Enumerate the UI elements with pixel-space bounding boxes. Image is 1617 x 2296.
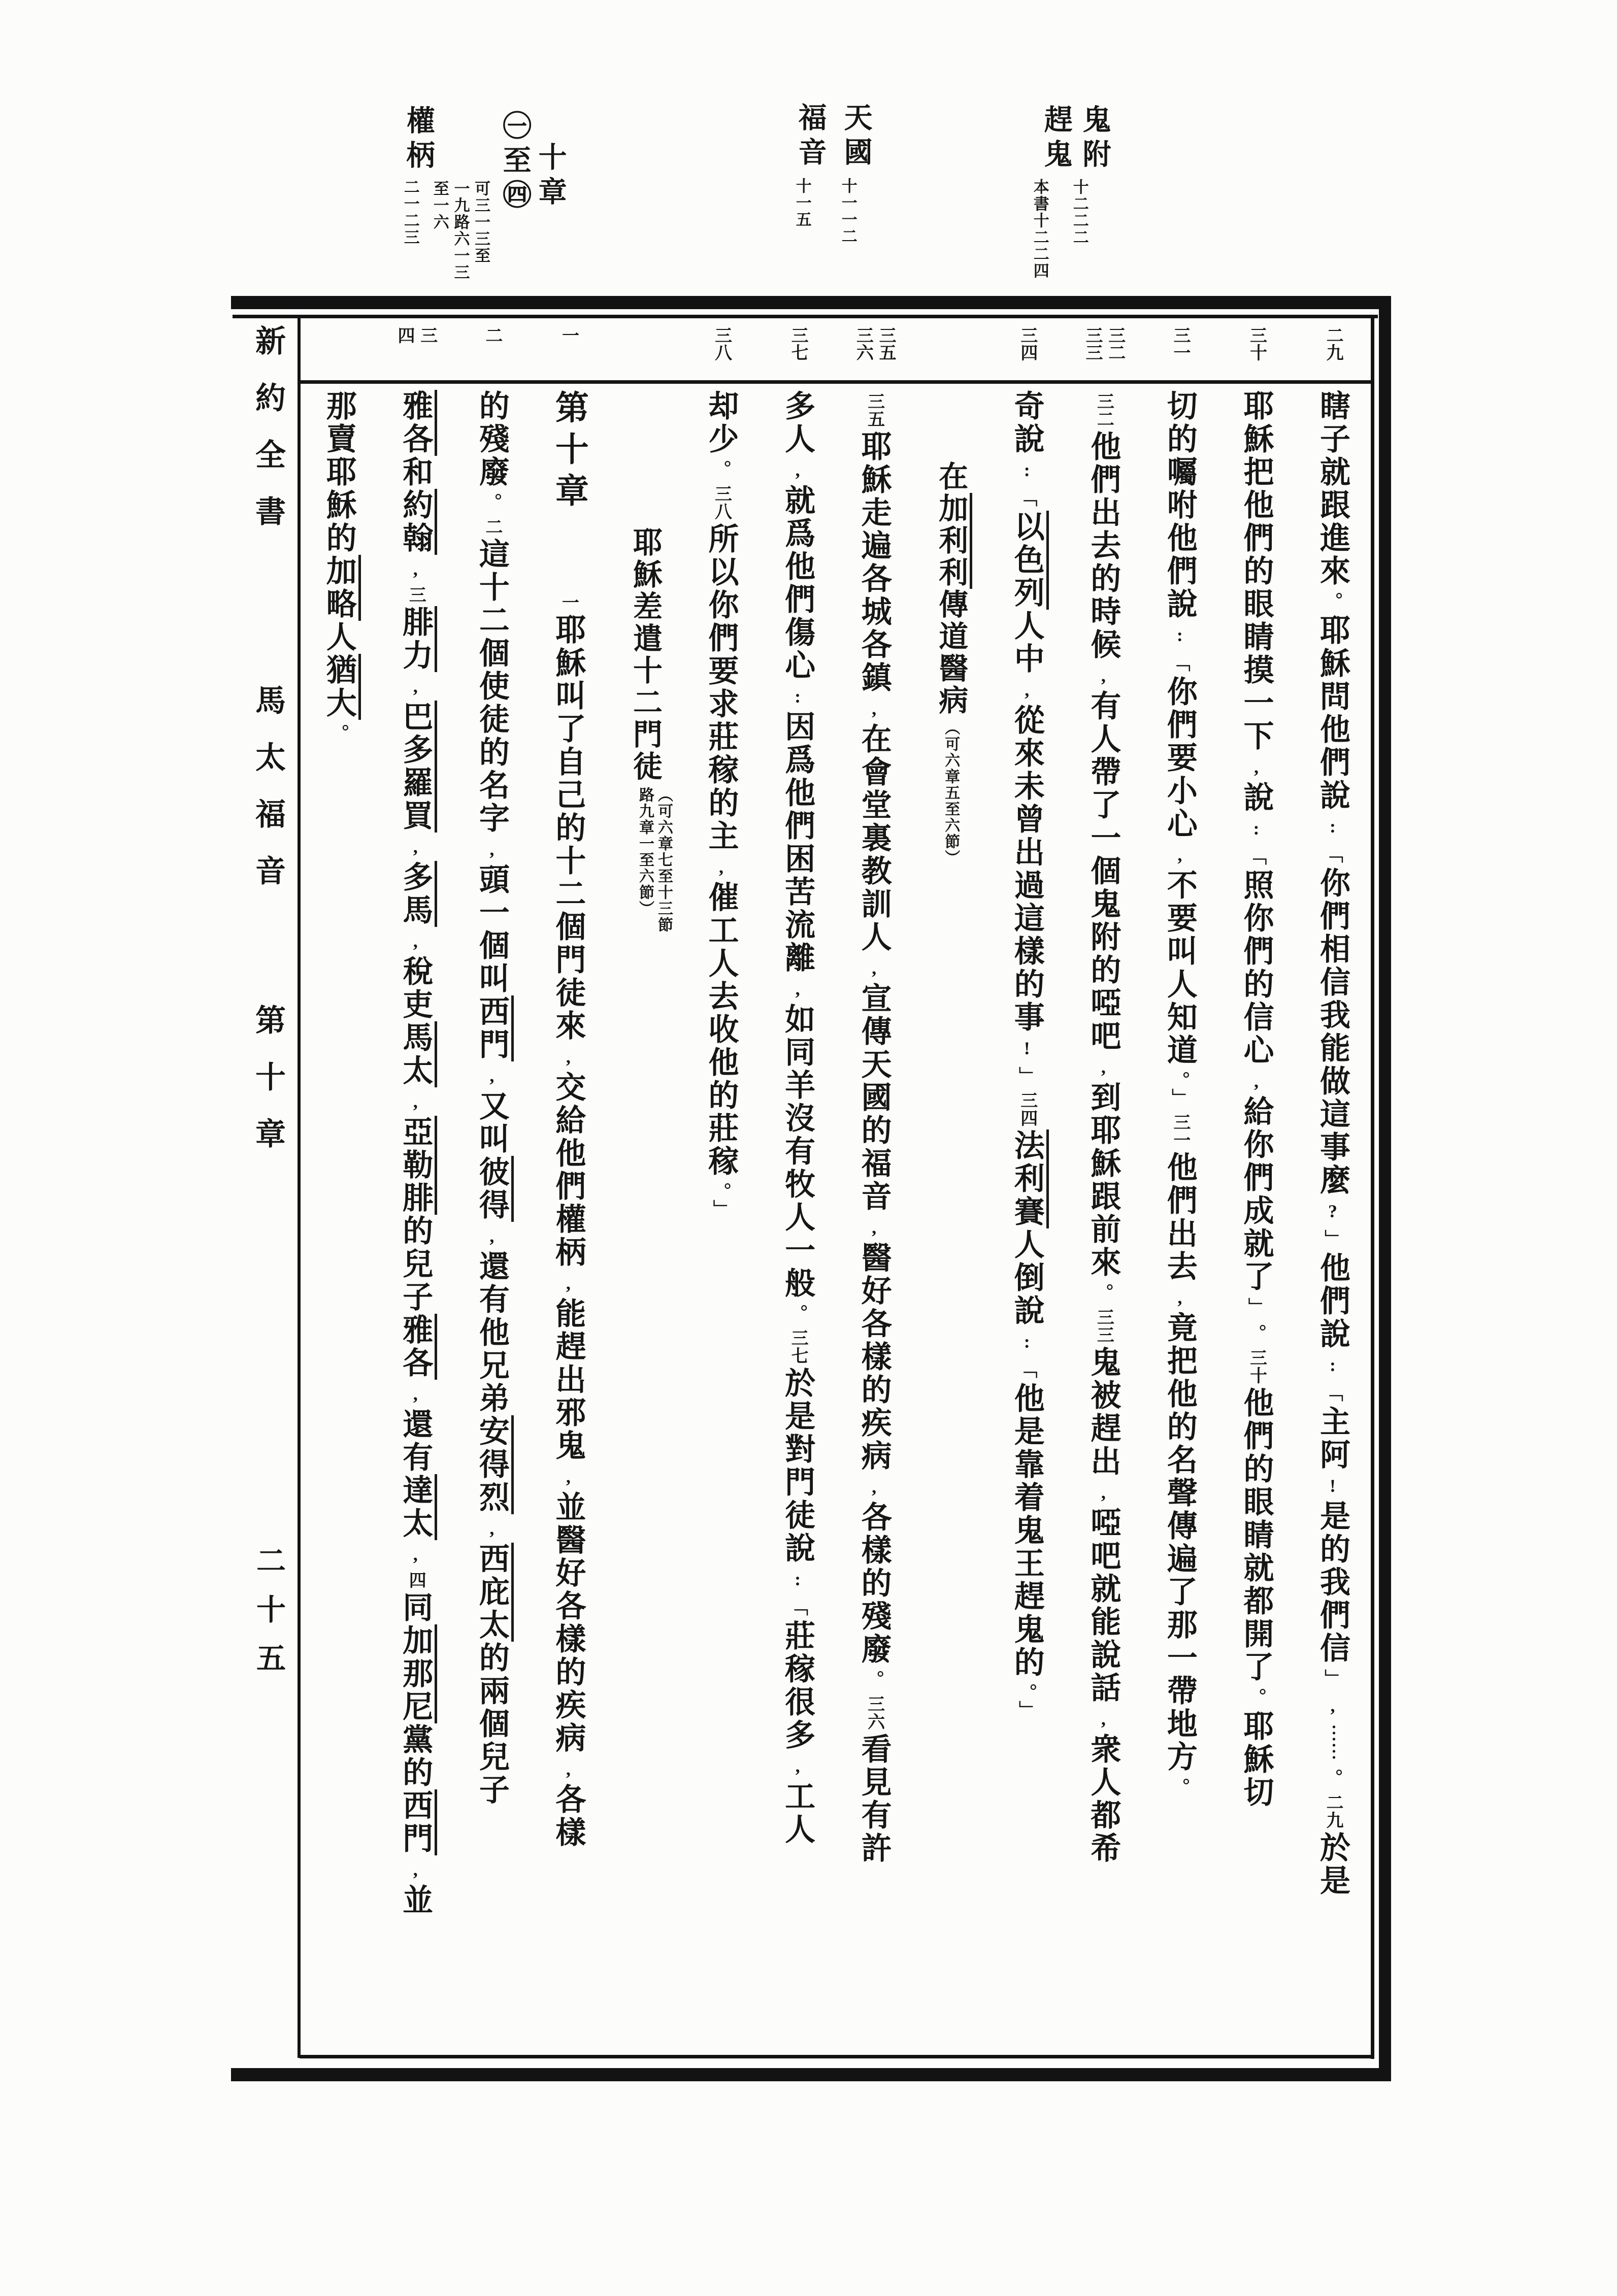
- punctuation-mark: 。: [1169, 1071, 1190, 1080]
- punctuation-mark: ,: [864, 958, 884, 978]
- frame-top-thick-rule: [231, 296, 1390, 309]
- section-heading-name: 加利利: [934, 493, 972, 589]
- punctuation-mark: ,: [864, 1217, 884, 1238]
- text-run: 如同羊沒有牧人一般: [781, 1003, 815, 1300]
- text-run: 竟把他的名聲傳遍了那一帶地方: [1163, 1312, 1197, 1774]
- column-text: [453, 384, 530, 2054]
- punctuation-mark: ,: [405, 931, 426, 951]
- text-run: 他們出去: [1163, 1151, 1197, 1283]
- column-text: [1141, 384, 1218, 2054]
- text-run: 人倒說: [1010, 1228, 1044, 1327]
- margin-note-ref: 十二二二: [1070, 179, 1088, 246]
- verse-number: 三六: [865, 1695, 884, 1731]
- text-run: 從來未曾出過這樣的事: [1010, 704, 1044, 1034]
- text-run: 同: [399, 1591, 433, 1624]
- running-title-chapter: 第十章: [251, 1004, 285, 1175]
- punctuation-mark: ,: [1093, 665, 1114, 686]
- punctuation-mark: :: [787, 1569, 808, 1589]
- punctuation-mark: ,: [1246, 1071, 1267, 1091]
- punctuation-mark: 。: [1323, 592, 1343, 610]
- text-run: 稅吏: [399, 955, 433, 1021]
- column-text: [377, 384, 454, 2054]
- punctuation-mark: ,: [1093, 1709, 1114, 1729]
- text-run: 看見有許: [857, 1733, 891, 1865]
- text-run: 到耶穌跟前來: [1086, 1081, 1120, 1279]
- text-run: 工人: [781, 1780, 815, 1846]
- punctuation-mark: ︙︙: [1323, 1724, 1343, 1760]
- punctuation-mark: ﹂: [1016, 1701, 1037, 1719]
- verse-band-cell: [836, 318, 912, 384]
- punctuation-mark: ,: [864, 698, 884, 719]
- punctuation-mark: :: [1016, 1332, 1037, 1352]
- punctuation-mark: ,: [1246, 757, 1267, 777]
- text-run: 這十二個使徒的名字: [475, 538, 509, 835]
- text-column: [1065, 318, 1142, 2054]
- punctuation-mark: ,: [405, 1091, 426, 1112]
- proper-name: 達太: [399, 1474, 437, 1540]
- verse-band-cell: [760, 318, 836, 384]
- margin-note-keyword: 權柄: [402, 106, 434, 175]
- punctuation-mark: ,: [405, 676, 426, 696]
- punctuation-mark: ,: [481, 839, 502, 859]
- verse-band-number: 三一: [1170, 326, 1190, 361]
- running-title-gospel: 馬太福音: [251, 684, 285, 912]
- proper-name: 安得烈: [475, 1415, 514, 1514]
- proper-name: 西庇太: [475, 1543, 514, 1642]
- text-run: 還有: [399, 1408, 433, 1474]
- proper-name: 馬太: [399, 1021, 437, 1087]
- text-run: 他是靠着鬼王趕鬼的: [1010, 1382, 1044, 1679]
- text-column: [683, 318, 760, 2054]
- verse-band-cell: [912, 318, 989, 384]
- verse-number: 二九: [1324, 1793, 1342, 1829]
- verse-band-number: 三七: [788, 326, 808, 361]
- page-number: 二十五: [252, 1545, 285, 1691]
- punctuation-mark: 。: [1323, 1769, 1343, 1787]
- proper-name: 彼得: [475, 1156, 514, 1222]
- margin-note-keyword: 趕鬼: [1040, 105, 1072, 174]
- proper-name: 加那尼: [399, 1624, 437, 1723]
- verse-band-cell: [606, 318, 683, 384]
- margin-note-keyword: 福音: [794, 103, 826, 172]
- verse-number: 三: [406, 586, 425, 604]
- verse-band-cell: [1294, 318, 1371, 384]
- proper-name: 法利賽: [1010, 1129, 1049, 1228]
- margin-note-refs: [401, 179, 419, 246]
- text-run: 人: [322, 621, 356, 654]
- margin-note-ref: 至一六: [431, 180, 449, 230]
- text-run: 的殘廢: [475, 390, 509, 489]
- text-run: 各樣的殘廢: [857, 1501, 891, 1666]
- frame-right-inner-rule: [1371, 315, 1374, 2059]
- text-run: 於是: [1316, 1832, 1349, 1898]
- punctuation-mark: ,: [558, 1467, 579, 1487]
- punctuation-mark: ,: [787, 979, 808, 999]
- proper-name: 腓力: [399, 606, 437, 672]
- text-run: 有人帶了一個鬼附的啞吧: [1086, 690, 1120, 1053]
- punctuation-mark: 。: [787, 1304, 808, 1322]
- verse-number: 三三: [1094, 1308, 1113, 1344]
- verse-band-cell: [683, 318, 760, 384]
- punctuation-mark: 。: [1093, 1283, 1114, 1302]
- punctuation-mark: ﹁: [1016, 488, 1037, 507]
- punctuation-mark: :: [1169, 625, 1190, 645]
- verse-band-cell: [453, 318, 530, 384]
- column-text: [760, 384, 836, 2054]
- text-run: 耶穌切: [1239, 1710, 1273, 1809]
- verse-number: 三八: [712, 485, 731, 520]
- verse-band-number: 三六: [853, 326, 873, 361]
- verse-band-number: 三二: [1105, 326, 1125, 361]
- punctuation-mark: ,: [1093, 1482, 1114, 1503]
- margin-note-refs: [431, 180, 489, 281]
- margin-note-keyword: 鬼附: [1078, 105, 1110, 174]
- text-run: 給你們成就了: [1239, 1095, 1273, 1293]
- punctuation-mark: !: [1016, 1038, 1037, 1058]
- text-run: 能趕出邪鬼: [551, 1297, 585, 1462]
- text-run: 他們的眼睛就都開了: [1239, 1387, 1273, 1684]
- text-run: 耶穌叫了自己的十二個門徒來: [551, 614, 585, 1043]
- text-run: 耶穌把他們的眼睛摸一下: [1239, 390, 1273, 753]
- punctuation-mark: ,: [558, 1047, 579, 1067]
- text-column: [912, 318, 989, 2054]
- verse-band-number: 三八: [712, 326, 731, 361]
- text-column: [453, 318, 530, 2054]
- text-run: 他們說: [1316, 1252, 1349, 1351]
- punctuation-mark: 。: [328, 724, 349, 742]
- punctuation-mark: ,: [405, 1859, 426, 1880]
- frame-bottom-inner-rule: [300, 2055, 1374, 2058]
- section-ref-note-column: 路九章一至六節︶: [636, 787, 653, 917]
- proper-name: 猶大: [322, 654, 361, 720]
- text-run: 因爲他們困苦流離: [781, 711, 815, 975]
- punctuation-mark: ,: [787, 1756, 808, 1776]
- margin-note-ref: 可三一三至: [472, 180, 490, 264]
- column-text: [1294, 384, 1371, 2054]
- punctuation-mark: ﹁: [1169, 653, 1190, 672]
- verse-band-cell: [988, 318, 1065, 384]
- proper-name: 以色列: [1010, 511, 1049, 610]
- text-run: 並: [399, 1884, 433, 1917]
- punctuation-mark: ﹂: [1246, 1297, 1267, 1316]
- text-run: 照你們的信心: [1239, 869, 1273, 1067]
- margin-note-refs: [839, 178, 856, 245]
- verse-band-cell: [377, 318, 454, 384]
- text-run: 奇說: [1010, 390, 1044, 456]
- punctuation-mark: ﹁: [1323, 1383, 1343, 1402]
- text-column: [301, 318, 377, 2054]
- punctuation-mark: :: [1323, 1355, 1343, 1375]
- proper-name: 雅各: [399, 390, 437, 456]
- text-run: 多人: [781, 390, 815, 456]
- column-text: [683, 384, 760, 2054]
- text-run: 還有他兄弟: [475, 1250, 509, 1415]
- text-run: 所以你們要求莊稼的主: [704, 523, 738, 853]
- text-run: 醫好各樣的疾病: [857, 1242, 891, 1473]
- proper-name: 巴多羅買: [399, 701, 437, 833]
- text-column: [988, 318, 1065, 2054]
- punctuation-mark: ﹁: [1246, 847, 1267, 865]
- column-text: [301, 384, 377, 2054]
- margin-note-keyword: 十章: [534, 142, 566, 211]
- punctuation-mark: ﹂: [1323, 1229, 1343, 1248]
- verse-band-number: 三: [417, 326, 437, 344]
- margin-note-keyword: ㊀至㊃: [499, 111, 531, 214]
- text-column: [606, 318, 683, 2054]
- verse-band-cell: [1141, 318, 1218, 384]
- verse-band-number: 四: [394, 326, 414, 344]
- column-text: [836, 384, 912, 2054]
- punctuation-mark: ,: [1323, 1695, 1343, 1716]
- margin-note-ref: 一九路六一三: [451, 180, 470, 281]
- section-heading-text: 在: [934, 461, 968, 493]
- section-ref-note: [636, 787, 673, 933]
- verse-number: 三二: [1094, 392, 1113, 428]
- text-run: 頭一個叫: [475, 863, 509, 995]
- text-run: 並醫好各樣的疾病: [551, 1491, 585, 1755]
- verse-number: 三五: [865, 392, 884, 428]
- verse-number: 二: [482, 518, 502, 536]
- text-column: [1218, 318, 1295, 2054]
- proper-name: 加略: [322, 555, 361, 621]
- text-run: 他們出去的時候: [1086, 430, 1120, 661]
- punctuation-mark: 。: [864, 1670, 884, 1688]
- text-run: 啞吧就能說話: [1086, 1507, 1120, 1705]
- text-run: 交給他們權柄: [551, 1071, 585, 1269]
- text-run: 又叫: [475, 1090, 509, 1156]
- text-run: 和: [399, 456, 433, 489]
- punctuation-mark: ,: [1016, 680, 1037, 700]
- text-run: 的兩個兒子: [475, 1642, 509, 1807]
- text-run: 莊稼很多: [781, 1620, 815, 1752]
- text-run: 耶穌問他們說: [1316, 614, 1349, 812]
- text-run: 鬼被趕出: [1086, 1346, 1120, 1478]
- text-run: 是的我們信: [1316, 1500, 1349, 1665]
- punctuation-mark: ﹁: [787, 1598, 808, 1616]
- verse-band-number: 三十: [1247, 326, 1266, 361]
- margin-note-ref: 十一五: [793, 178, 811, 228]
- verse-number: 三十: [1247, 1349, 1266, 1384]
- text-column: [1294, 318, 1371, 2054]
- punctuation-mark: ﹁: [1323, 845, 1343, 863]
- proper-name: 西門: [399, 1789, 437, 1855]
- text-run: 的兒子: [399, 1215, 433, 1314]
- text-run: 催工人去收他的莊稼: [704, 881, 738, 1178]
- text-column: [377, 318, 454, 2054]
- text-run: 人中: [1010, 610, 1044, 676]
- punctuation-mark: :: [1016, 460, 1037, 480]
- punctuation-mark: ,: [711, 857, 732, 877]
- text-run: 不要叫人知道: [1163, 869, 1197, 1067]
- margin-note-refs: [1031, 179, 1048, 279]
- verse-number: 三一: [1170, 1113, 1190, 1149]
- text-run: 却少: [704, 390, 738, 456]
- text-column: [530, 318, 607, 2054]
- text-run: 在會堂裏教訓人: [857, 723, 891, 954]
- verse-band-cell: [530, 318, 607, 384]
- punctuation-mark: ,: [1169, 1287, 1190, 1308]
- punctuation-mark: ﹂: [1016, 1067, 1037, 1085]
- punctuation-mark: ?: [1323, 1201, 1343, 1221]
- punctuation-mark: ,: [481, 1518, 502, 1539]
- frame-right-outer-rule: [1379, 296, 1391, 2081]
- punctuation-mark: ﹁: [1016, 1360, 1037, 1378]
- punctuation-mark: 。: [711, 1182, 732, 1191]
- text-run: 就爲他們傷心: [781, 484, 815, 682]
- margin-note-ref: 二一二三: [401, 179, 419, 246]
- text-run: 宣傳天國的福音: [857, 982, 891, 1213]
- section-heading-text: 耶穌差遣十二門徒: [628, 527, 662, 783]
- column-text: [606, 384, 683, 2054]
- proper-name: 亞勒腓: [399, 1116, 437, 1215]
- column-text: [912, 384, 989, 2054]
- punctuation-mark: 。: [1169, 1778, 1190, 1796]
- text-run: 你們相信我能做這事麼: [1316, 867, 1349, 1197]
- punctuation-mark: ,: [405, 1544, 426, 1565]
- punctuation-mark: ,: [787, 460, 808, 480]
- text-run: 你們要小心: [1163, 676, 1197, 841]
- punctuation-mark: !: [1323, 1476, 1343, 1496]
- text-run: 於是對門徒說: [781, 1367, 815, 1565]
- punctuation-mark: :: [1246, 818, 1267, 839]
- punctuation-mark: 。: [1246, 1688, 1267, 1706]
- column-text: [1218, 384, 1295, 2054]
- text-column: [760, 318, 836, 2054]
- punctuation-mark: ,: [558, 1273, 579, 1293]
- text-run: 衆人都希: [1086, 1733, 1120, 1865]
- text-run: 黨的: [399, 1723, 433, 1789]
- punctuation-mark: ,: [558, 1759, 579, 1779]
- frame-top-thin-rule: [233, 315, 1378, 318]
- text-run: 各樣: [551, 1783, 585, 1849]
- text-run: 主阿: [1316, 1406, 1349, 1472]
- punctuation-mark: ,: [405, 837, 426, 857]
- margin-note-ref: 本書十二二四: [1031, 179, 1049, 279]
- punctuation-mark: 。: [1246, 1324, 1267, 1342]
- verse-band-number: 二九: [1324, 326, 1343, 361]
- verse-band-number: 三四: [1017, 326, 1037, 361]
- text-run: 耶穌走遍各城各鎮: [857, 430, 891, 694]
- section-heading-text: 傳道醫病: [934, 589, 968, 717]
- scripture-body: [301, 318, 1371, 2054]
- verse-number: 三七: [788, 1329, 808, 1365]
- punctuation-mark: ﹂: [1169, 1088, 1190, 1107]
- punctuation-mark: ,: [1169, 845, 1190, 865]
- verse-number: 三四: [1017, 1091, 1037, 1127]
- verse-band-number: 二: [482, 326, 502, 344]
- punctuation-mark: ,: [864, 1477, 884, 1497]
- margin-note-refs: [1070, 179, 1088, 246]
- proper-name: 約翰: [399, 489, 437, 555]
- proper-name: 多馬: [399, 861, 437, 927]
- margin-note-keyword: 天國: [840, 103, 872, 172]
- punctuation-mark: ,: [481, 1066, 502, 1086]
- text-column: [1141, 318, 1218, 2054]
- column-text: [530, 384, 607, 2054]
- punctuation-mark: ,: [405, 1384, 426, 1404]
- margin-note-ref: 十一一二: [839, 178, 857, 245]
- punctuation-mark: ﹂: [711, 1200, 732, 1218]
- column-text: [988, 384, 1065, 2054]
- punctuation-mark: ﹂: [1323, 1669, 1343, 1687]
- punctuation-mark: :: [787, 686, 808, 707]
- verse-band-number: 三三: [1083, 326, 1102, 361]
- margin-note-refs: [793, 178, 811, 228]
- punctuation-mark: :: [1323, 816, 1343, 837]
- proper-name: 雅各: [399, 1314, 437, 1380]
- text-run: 說: [1239, 781, 1273, 814]
- section-ref-note: ︵可六章五至六節︶: [942, 720, 960, 866]
- punctuation-mark: 。: [1016, 1683, 1037, 1692]
- section-ref-note-column: ︵可六章七至十三節: [655, 787, 672, 933]
- verse-number: 四: [406, 1571, 425, 1589]
- verse-band-cell: [1218, 318, 1295, 384]
- punctuation-mark: ,: [405, 559, 426, 579]
- punctuation-mark: 。: [481, 493, 502, 511]
- verse-band-cell: [1065, 318, 1142, 384]
- verse-band-number: 一: [559, 326, 578, 344]
- column-text: [1065, 384, 1142, 2054]
- punctuation-mark: ,: [1093, 1057, 1114, 1077]
- verse-number: 一: [559, 593, 578, 611]
- punctuation-mark: ,: [481, 1226, 502, 1246]
- text-run: 瞎子就跟進來: [1316, 390, 1349, 588]
- running-title-book: 新約全書: [251, 325, 285, 552]
- punctuation-mark: 。: [711, 460, 732, 478]
- verse-band-number: 三五: [876, 326, 896, 361]
- text-run: 切的囑咐他們說: [1163, 390, 1197, 621]
- proper-name: 西門: [475, 995, 514, 1061]
- text-column: [836, 318, 912, 2054]
- frame-bottom-outer-rule: [231, 2068, 1391, 2081]
- verse-band-cell: [301, 318, 377, 384]
- text-run: 那賣耶穌的: [322, 390, 356, 555]
- chapter-heading: 第十章: [550, 390, 587, 515]
